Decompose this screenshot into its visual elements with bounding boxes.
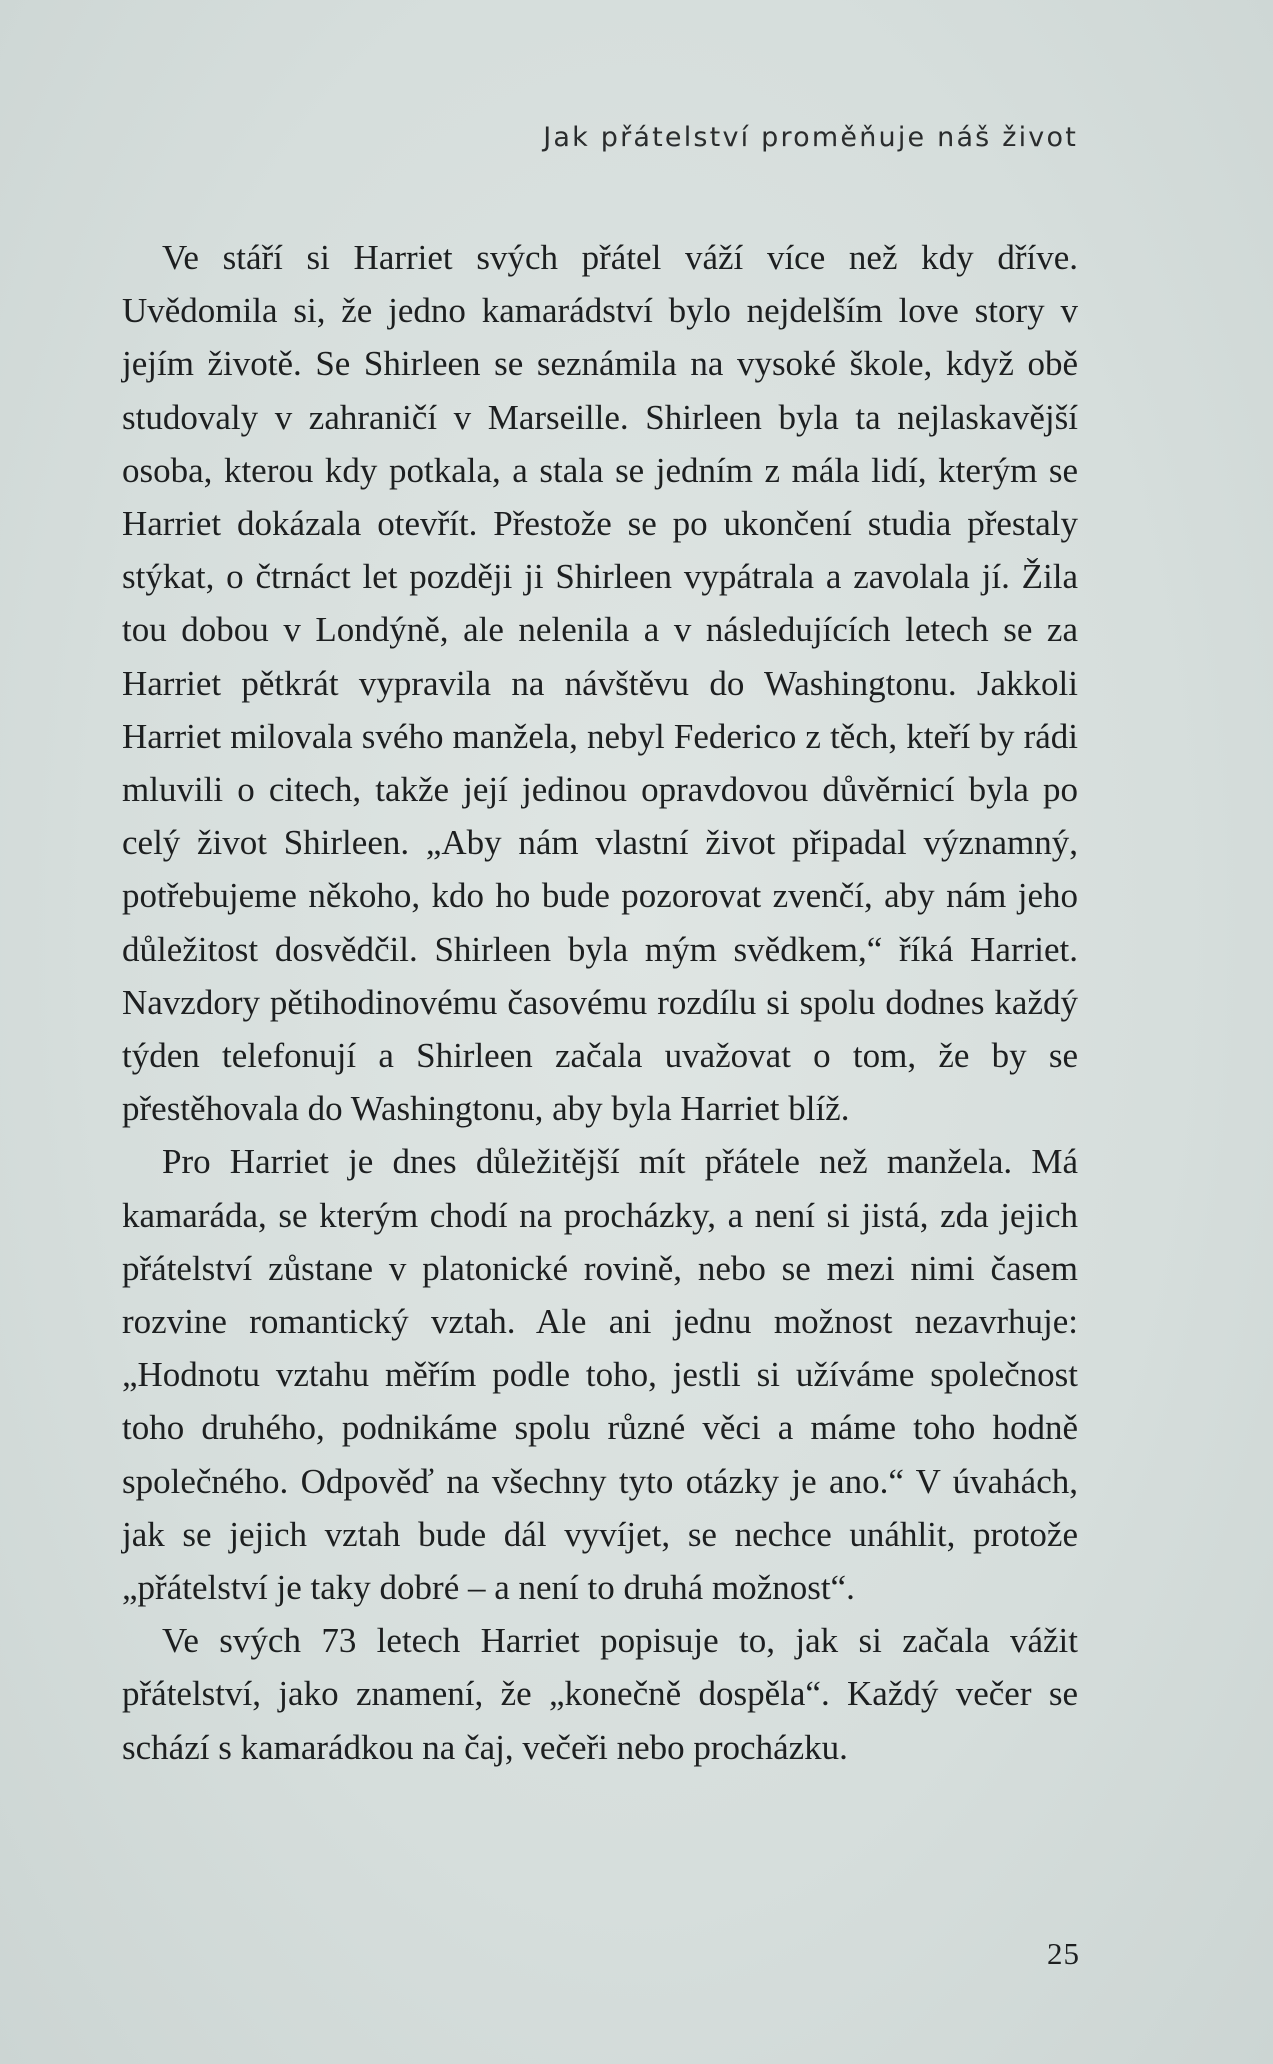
paragraph-2: Pro Harriet je dnes důležitější mít přátele než manžela. Má kamaráda, se kterým chodí na procházky, a není si jistá, zda jejich přátelství zůstane v platonické rovině, nebo se mezi nimi časem rozvine romantický vztah. Ale ani jednu možnost nezavrhuje: „Hodnotu vztahu měřím podle toho, jestli si užíváme společnost toho druhého, podnikáme spolu různé věci a máme toho hodně společného. Odpověď na všechny tyto otázky je ano.“ V úvahách, jak se jejich vztah bude dál vyvíjet, se nechce unáhlit, protože „přátelství je taky dobré – a není to druhá možnost“. xyxy=(122,1142,1078,1608)
running-head: Jak přátelství proměňuje náš život xyxy=(543,122,1078,153)
paragraph-3: Ve svých 73 letech Harriet popisuje to, jak si začala vážit přátelství, jako znamení, že „konečně dospěla“. Každý večer se schází s kamarádkou na čaj, večeři nebo procházku. xyxy=(122,1621,1078,1767)
page-number: 25 xyxy=(1047,1936,1080,1971)
paragraph-1: Ve stáří si Harriet svých přátel váží více než kdy dříve. Uvědomila si, že jedno kamarádství bylo nejdelším love story v jejím životě. Se Shirleen se seznámila na vysoké škole, když obě studovaly v zahraničí v Marseille. Shirleen byla ta nejlaskavější osoba, kterou kdy potkala, a stala se jedním z mála lidí, kterým se Harriet dokázala otevřít. Přestože se po ukončení studia přestaly stýkat, o čtrnáct let později ji Shirleen vypátrala a zavolala jí. Žila tou dobou v Londýně, ale nelenila a v následujících letech se za Harriet pětkrát vypravila na návštěvu do Washingtonu. Jakkoli Harriet milovala svého manžela, nebyl Federico z těch, kteří by rádi mluvili o citech, takže její jedinou opravdovou důvěrnicí byla po celý život Shirleen. „Aby nám vlastní život připadal významný, potřebujeme někoho, kdo ho bude pozorovat zvenčí, aby nám jeho důležitost dosvědčil. Shirleen byla mým svědkem,“ říká Harriet. Navzdory pětihodinovému časovému rozdílu si spolu dodnes každý týden telefonují a Shirleen začala uvažovat o tom, že by se přestěhovala do Washingtonu, aby byla Harriet blíž. xyxy=(122,238,1078,1129)
body-text xyxy=(122,231,1078,1774)
